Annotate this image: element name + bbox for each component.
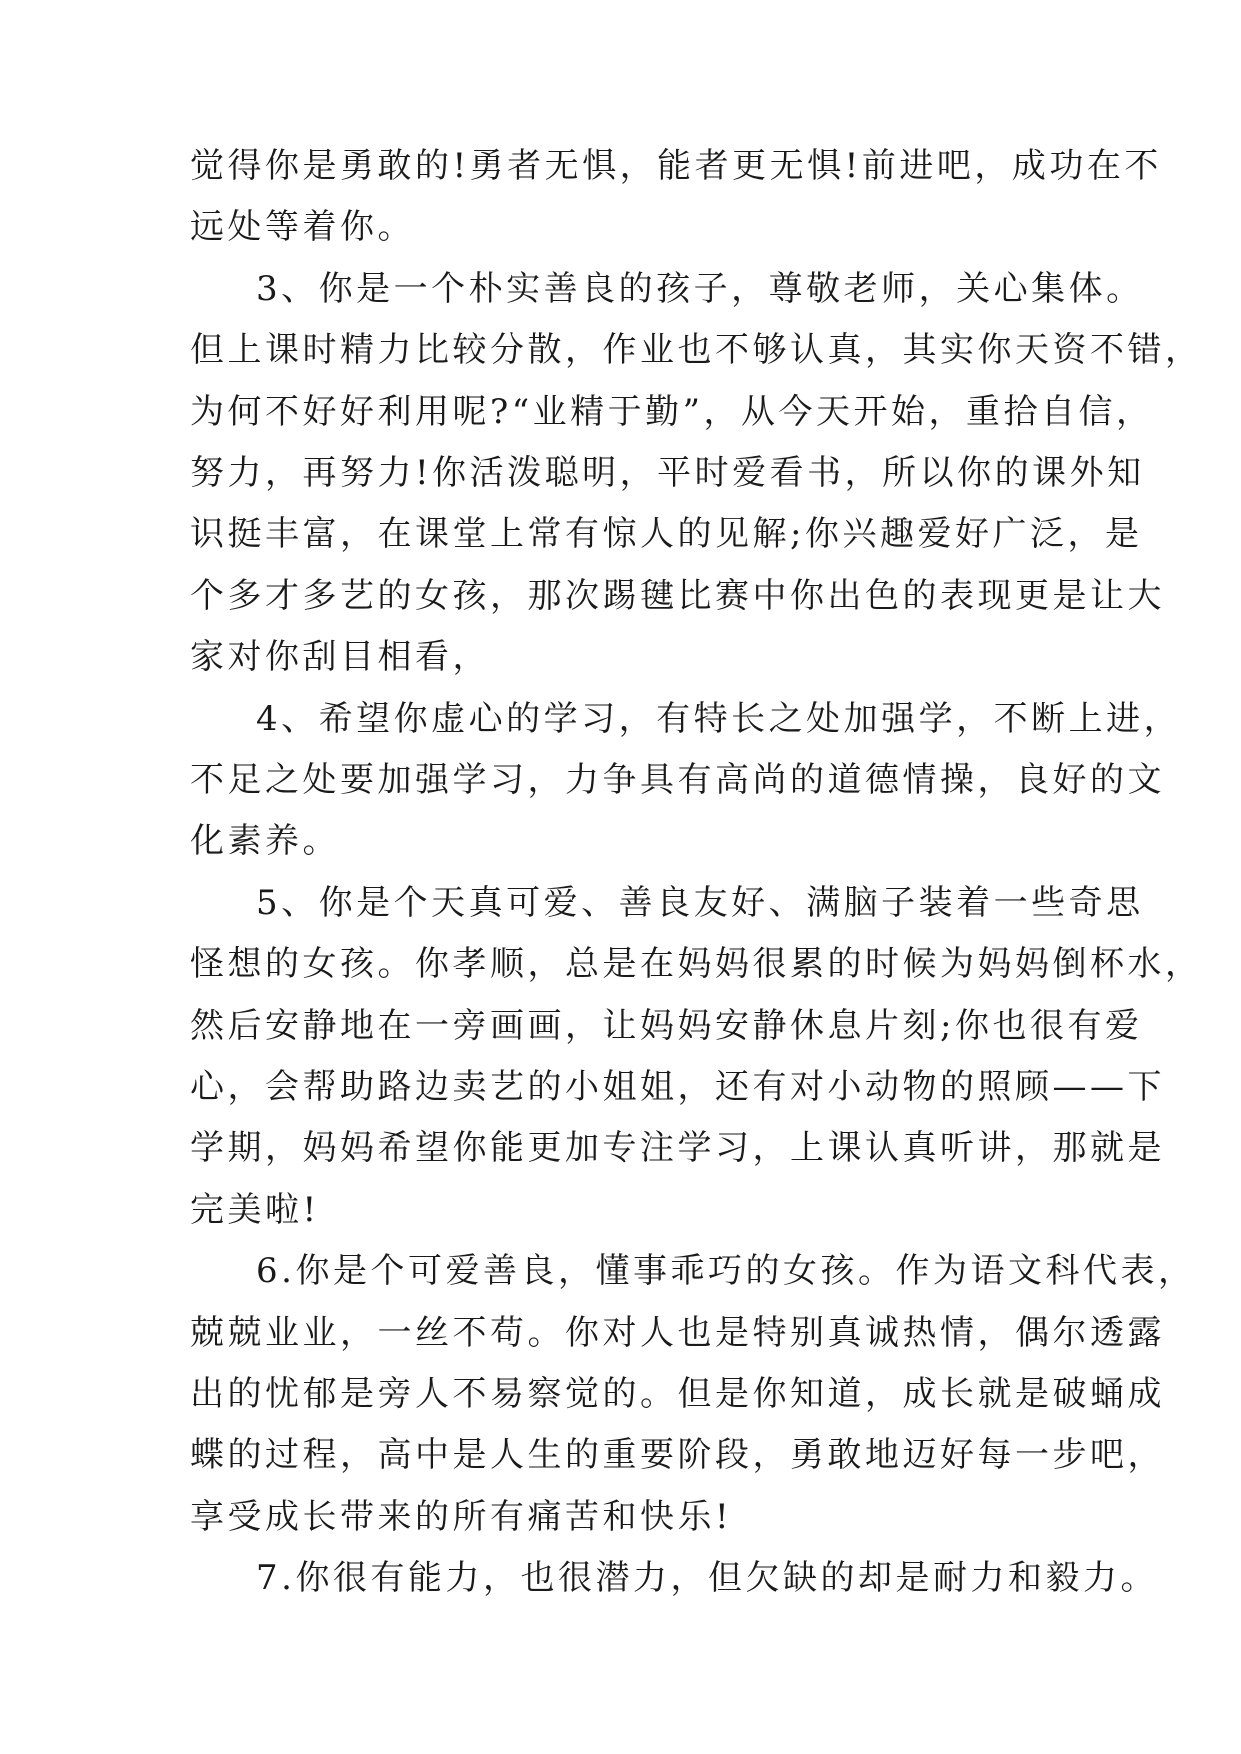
text-line: 心，会帮助路边卖艺的小姐姐，还有对小动物的照顾——下 [190, 1067, 1165, 1107]
text-line: 完美啦! [190, 1190, 320, 1230]
text-line: 兢兢业业，一丝不苟。你对人也是特别真诚热情，偶尔透露 [190, 1313, 1165, 1353]
text-line: 个多才多艺的女孩，那次踢毽比赛中你出色的表现更是让大 [190, 576, 1165, 616]
paragraph-6-start: 6.你是个可爱善良，懂事乖巧的女孩。作为语文科代表， [256, 1251, 1196, 1291]
text-line: 化素养。 [190, 821, 340, 861]
text-line: 学期，妈妈希望你能更加专注学习，上课认真听讲，那就是 [190, 1128, 1165, 1168]
text-line: 家对你刮目相看， [190, 637, 490, 677]
text-line: 享受成长带来的所有痛苦和快乐! [190, 1497, 733, 1537]
text-line: 出的忧郁是旁人不易察觉的。但是你知道，成长就是破蛹成 [190, 1374, 1165, 1414]
text-line: 努力，再努力!你活泼聪明，平时爱看书，所以你的课外知 [190, 453, 1145, 493]
text-line: 远处等着你。 [190, 207, 415, 247]
text-line: 蝶的过程，高中是人生的重要阶段，勇敢地迈好每一步吧， [190, 1435, 1165, 1475]
text-line: 然后安静地在一旁画画，让妈妈安静休息片刻;你也很有爱 [190, 1006, 1143, 1046]
paragraph-5-start: 5、你是个天真可爱、善良友好、满脑子装着一些奇思 [256, 883, 1144, 923]
paragraph-3-start: 3、你是一个朴实善良的孩子，尊敬老师，关心集体。 [256, 269, 1144, 309]
text-line: 不足之处要加强学习，力争具有高尚的道德情操，良好的文 [190, 760, 1165, 800]
text-line: 识挺丰富，在课堂上常有惊人的见解;你兴趣爱好广泛，是 [190, 514, 1143, 554]
paragraph-4-start: 4、希望你虚心的学习，有特长之处加强学，不断上进， [256, 699, 1182, 739]
paragraph-7-start: 7.你很有能力，也很潜力，但欠缺的却是耐力和毅力。 [256, 1558, 1158, 1598]
text-line: 怪想的女孩。你孝顺，总是在妈妈很累的时候为妈妈倒杯水， [190, 944, 1203, 984]
text-line: 为何不好好利用呢?“业精于勤”，从今天开始，重拾自信， [190, 392, 1154, 432]
text-line: 但上课时精力比较分散，作业也不够认真，其实你天资不错， [190, 330, 1203, 370]
text-line: 觉得你是勇敢的!勇者无惧，能者更无惧!前进吧，成功在不 [190, 146, 1162, 186]
